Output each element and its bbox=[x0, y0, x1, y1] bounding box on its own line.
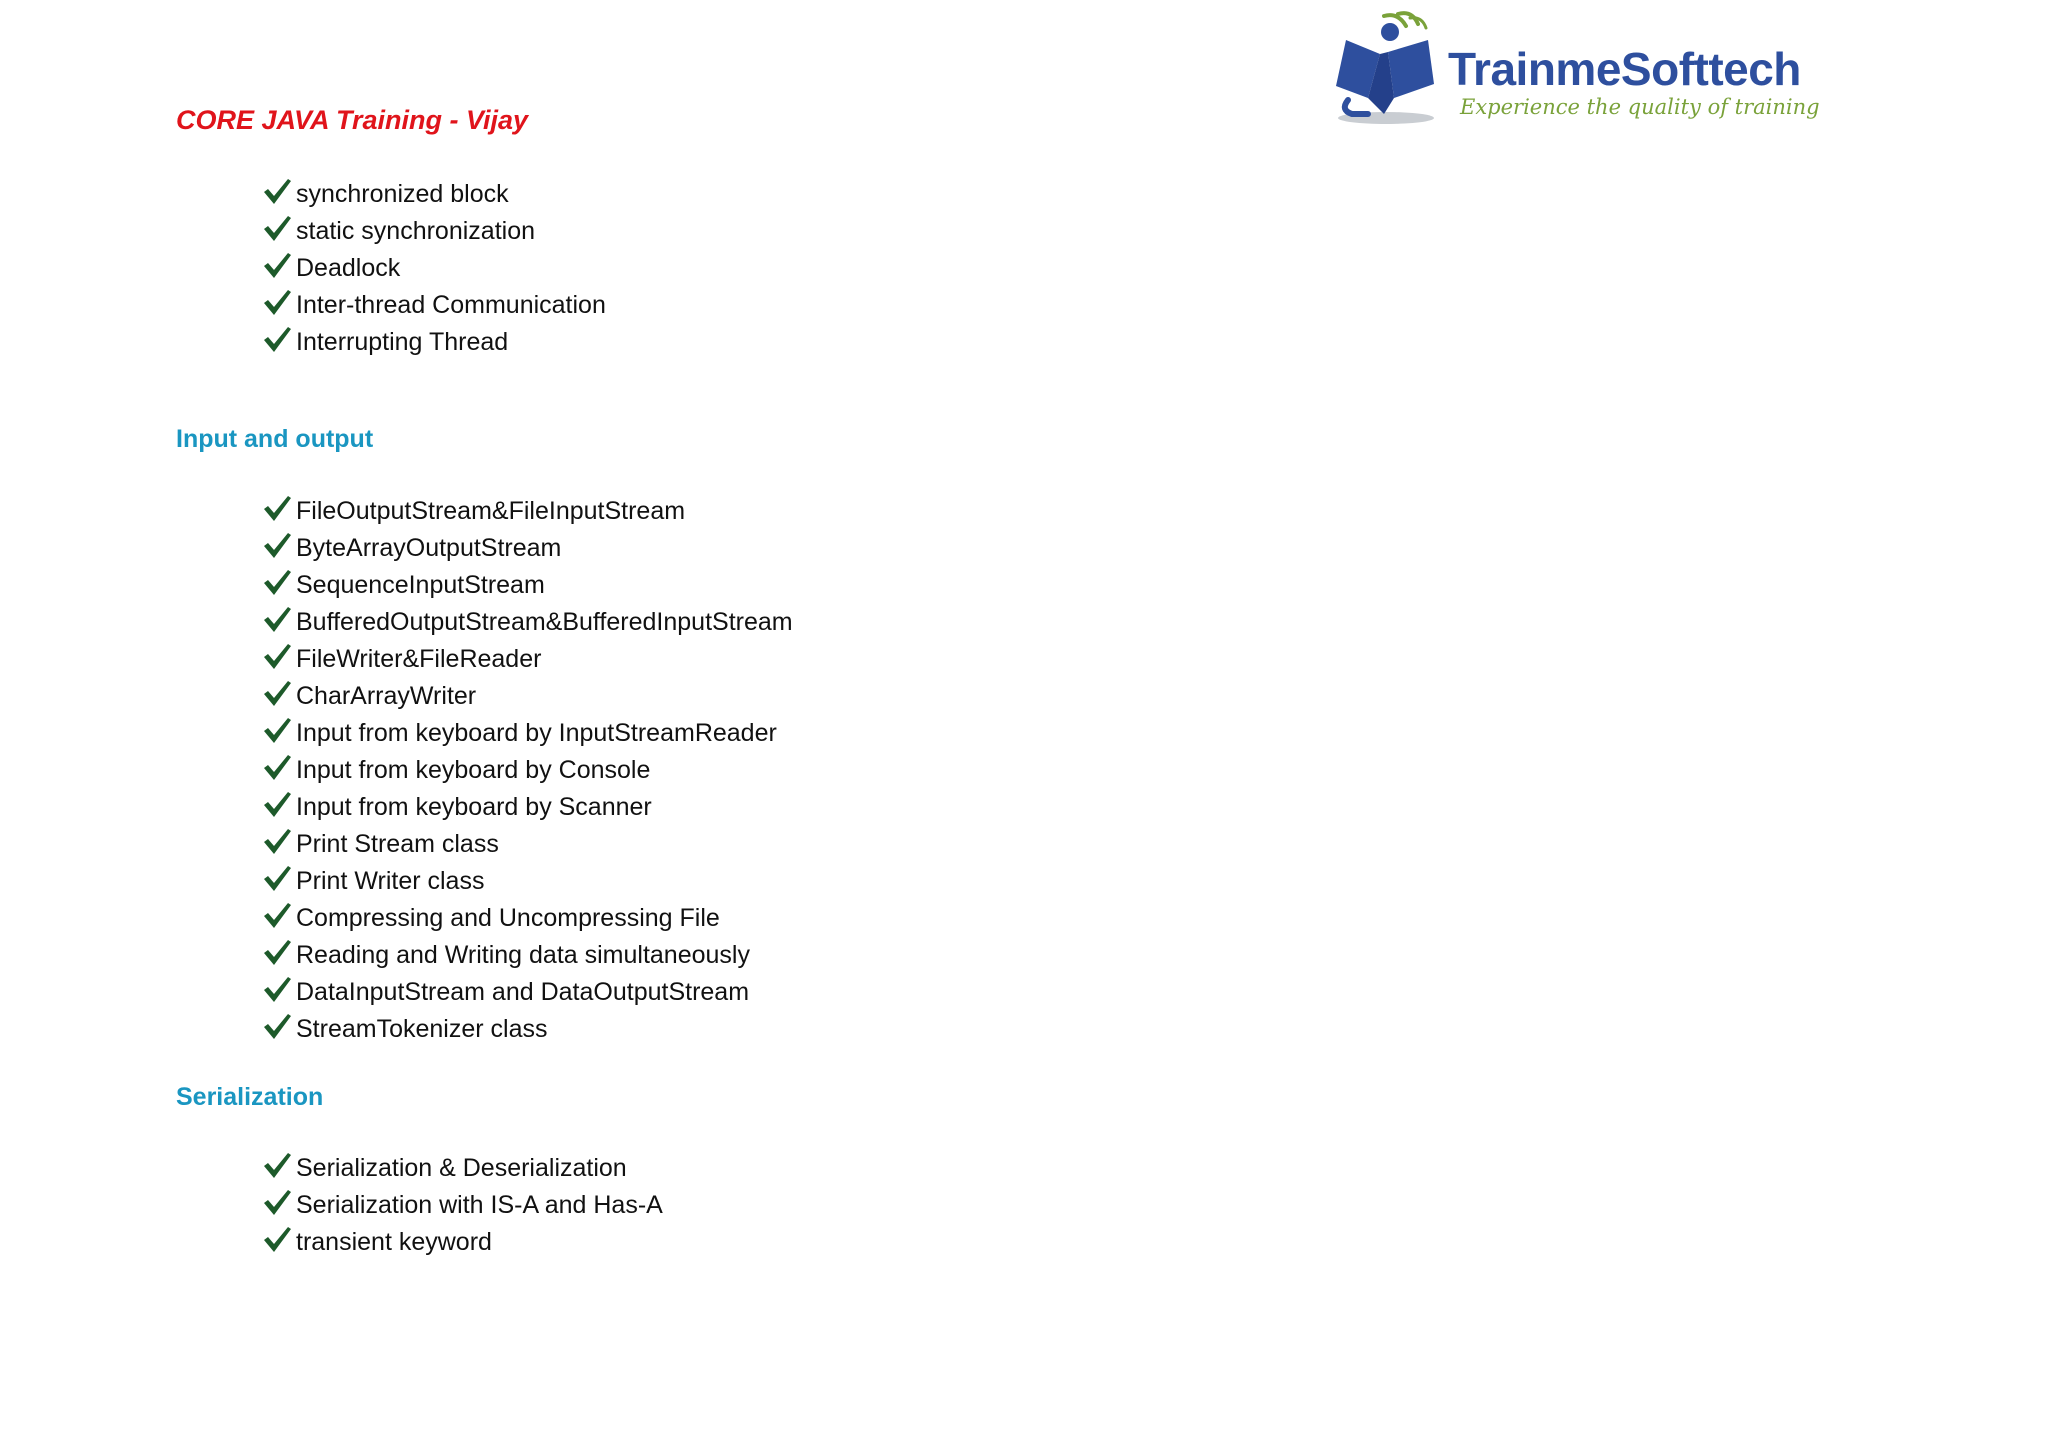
list-item bbox=[262, 287, 606, 324]
list-item-label: ByteArrayOutputStream bbox=[296, 534, 562, 562]
check-icon bbox=[262, 753, 292, 783]
list-item bbox=[262, 530, 793, 567]
check-icon bbox=[262, 1188, 292, 1218]
check-icon bbox=[262, 251, 292, 281]
list-item bbox=[262, 1187, 663, 1224]
list-item-label: transient keyword bbox=[296, 1228, 492, 1256]
list-item-label: Input from keyboard by Console bbox=[296, 756, 651, 784]
list-item-label: Interrupting Thread bbox=[296, 328, 509, 356]
document-title: CORE JAVA Training - Vijay bbox=[176, 105, 529, 135]
check-icon bbox=[262, 568, 292, 598]
brand-logo bbox=[1328, 10, 1820, 130]
check-icon bbox=[262, 1225, 292, 1255]
list-item bbox=[262, 678, 793, 715]
list-item-label: Print Stream class bbox=[296, 830, 499, 858]
logo-mark-icon bbox=[1328, 10, 1448, 130]
threads-topic-list bbox=[262, 176, 606, 361]
list-item-label: CharArrayWriter bbox=[296, 682, 477, 710]
list-item bbox=[262, 826, 793, 863]
list-item-label: Deadlock bbox=[296, 254, 401, 282]
list-item bbox=[262, 567, 793, 604]
check-icon bbox=[262, 901, 292, 931]
serialization-topic-list bbox=[262, 1150, 663, 1261]
check-icon bbox=[262, 605, 292, 635]
list-item-label: Serialization with IS-A and Has-A bbox=[296, 1191, 663, 1219]
check-icon bbox=[262, 716, 292, 746]
check-icon bbox=[262, 1012, 292, 1042]
list-item-label: Print Writer class bbox=[296, 867, 485, 895]
list-item bbox=[262, 1224, 663, 1261]
check-icon bbox=[262, 214, 292, 244]
list-item-label: BufferedOutputStream&BufferedInputStream bbox=[296, 608, 793, 636]
list-item bbox=[262, 213, 606, 250]
list-item-label: Inter-thread Communication bbox=[296, 291, 606, 319]
list-item bbox=[262, 900, 793, 937]
list-item bbox=[262, 863, 793, 900]
list-item bbox=[262, 1150, 663, 1187]
check-icon bbox=[262, 864, 292, 894]
list-item bbox=[262, 937, 793, 974]
check-icon bbox=[262, 679, 292, 709]
io-section-heading: Input and output bbox=[176, 425, 374, 453]
list-item-label: FileOutputStream&FileInputStream bbox=[296, 497, 686, 525]
check-icon bbox=[262, 288, 292, 318]
list-item bbox=[262, 250, 606, 287]
io-topic-list bbox=[262, 493, 793, 1048]
list-item-label: DataInputStream and DataOutputStream bbox=[296, 978, 750, 1006]
list-item-label: Input from keyboard by Scanner bbox=[296, 793, 652, 821]
check-icon bbox=[262, 975, 292, 1005]
check-icon bbox=[262, 494, 292, 524]
brand-name: TrainmeSofttech bbox=[1448, 43, 1801, 95]
list-item bbox=[262, 641, 793, 678]
check-icon bbox=[262, 938, 292, 968]
list-item bbox=[262, 493, 793, 530]
list-item-label: static synchronization bbox=[296, 217, 536, 245]
list-item-label: SequenceInputStream bbox=[296, 571, 545, 599]
list-item-label: StreamTokenizer class bbox=[296, 1015, 548, 1043]
check-icon bbox=[262, 177, 292, 207]
check-icon bbox=[262, 325, 292, 355]
list-item-label: Input from keyboard by InputStreamReader bbox=[296, 719, 777, 747]
check-icon bbox=[262, 531, 292, 561]
list-item bbox=[262, 974, 793, 1011]
list-item bbox=[262, 604, 793, 641]
check-icon bbox=[262, 642, 292, 672]
serialization-section-heading: Serialization bbox=[176, 1083, 324, 1111]
list-item-label: synchronized block bbox=[296, 180, 509, 208]
brand-tagline: Experience the quality of training bbox=[1460, 95, 1820, 119]
list-item-label: Compressing and Uncompressing File bbox=[296, 904, 720, 932]
list-item bbox=[262, 752, 793, 789]
list-item-label: Serialization & Deserialization bbox=[296, 1154, 627, 1182]
check-icon bbox=[262, 1151, 292, 1181]
check-icon bbox=[262, 827, 292, 857]
list-item bbox=[262, 715, 793, 752]
check-icon bbox=[262, 790, 292, 820]
list-item bbox=[262, 1011, 793, 1048]
list-item-label: FileWriter&FileReader bbox=[296, 645, 542, 673]
list-item bbox=[262, 176, 606, 213]
list-item bbox=[262, 324, 606, 361]
list-item bbox=[262, 789, 793, 826]
list-item-label: Reading and Writing data simultaneously bbox=[296, 941, 750, 969]
